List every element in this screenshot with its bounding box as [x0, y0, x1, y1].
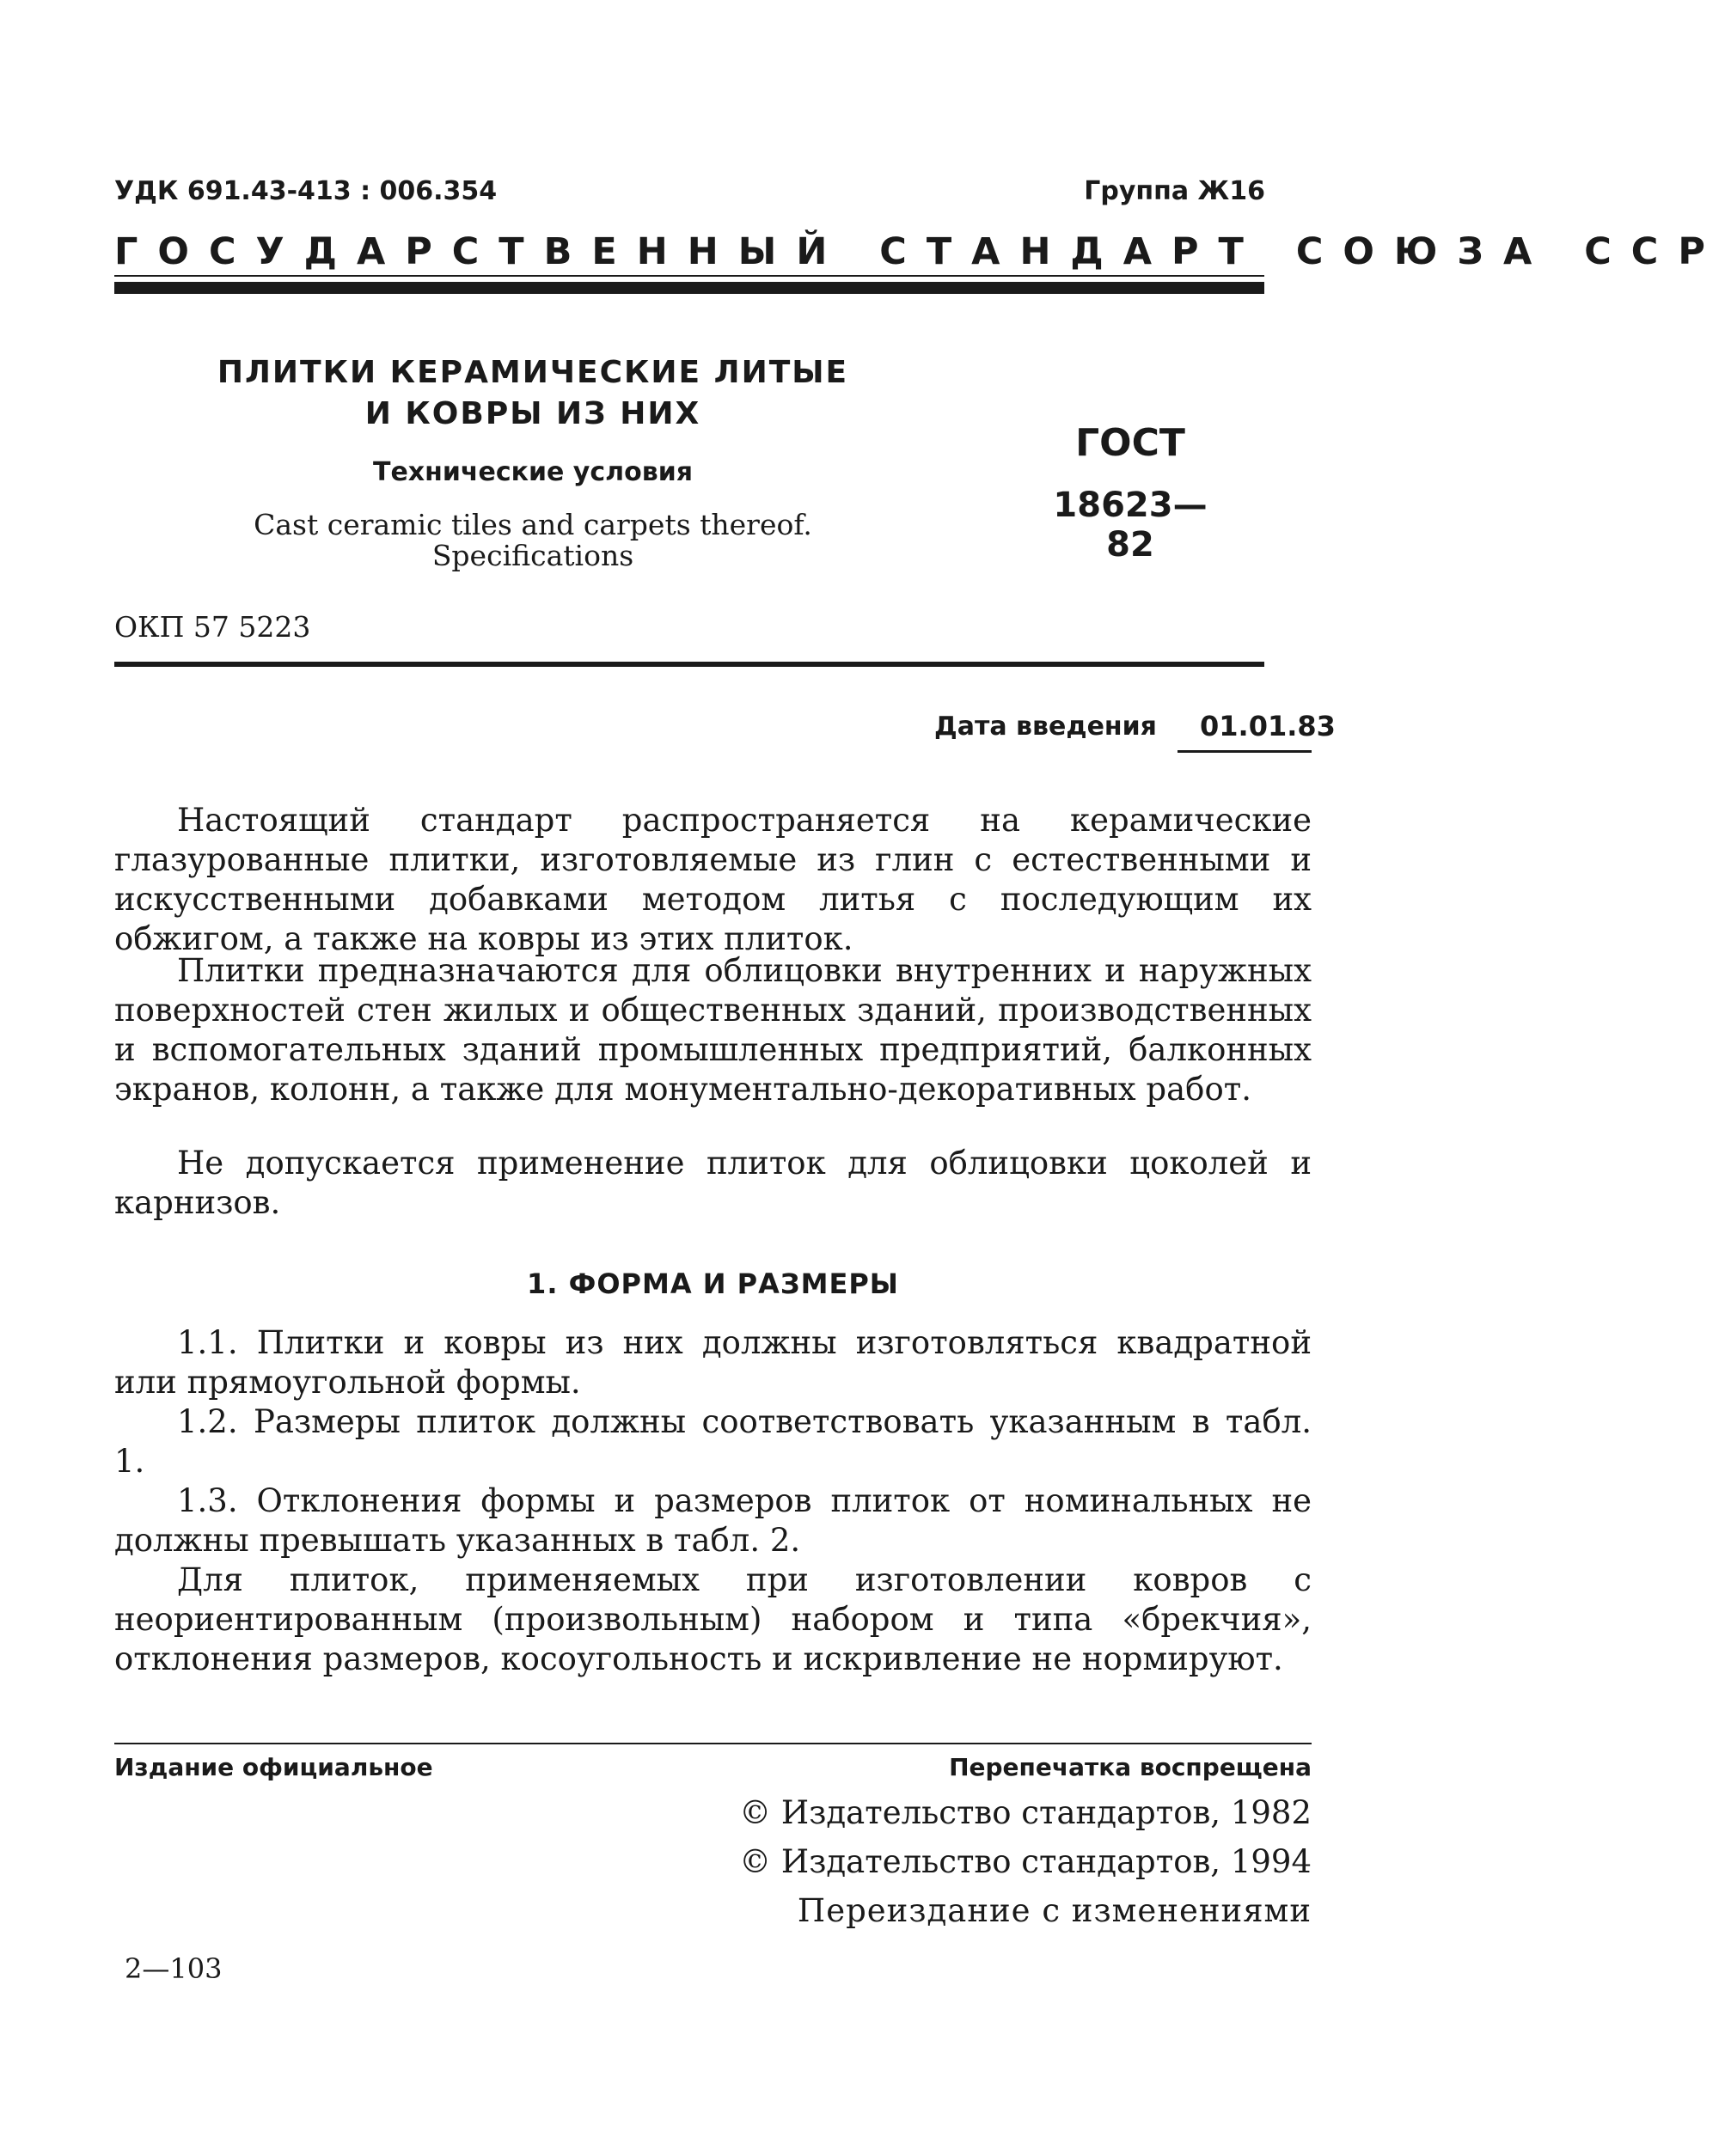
copyright-1982: © Издательство стандартов, 1982: [739, 1794, 1312, 1831]
clause-1-3: 1.3. Отклонения формы и размеров плиток от номинальных не должны превышать указанных в табл. 2.: [114, 1482, 1312, 1559]
title-line-2: И КОВРЫ ИЗ НИХ: [364, 396, 701, 431]
state-standard-heading: ГОСУДАРСТВЕННЫЙ СТАНДАРТ СОЮЗА ССР: [114, 230, 1725, 273]
english-title-line-1: Cast ceramic tiles and carpets thereof.: [254, 508, 812, 541]
title-line-1: ПЛИТКИ КЕРАМИЧЕСКИЕ ЛИТЫЕ: [217, 355, 849, 390]
title-rule: [114, 662, 1264, 667]
intro-paragraph-1: Настоящий стандарт распространяется на керамические глазурованные плитки, изготовляемые из глин с естественными и искусственными добавками методом литья с последующим их обжигом, а также на ковры из этих плиток.: [114, 802, 1312, 957]
okp-code: ОКП 57 5223: [114, 610, 311, 644]
subtitle: Технические условия: [373, 457, 693, 487]
intro-paragraph-3: Не допускается применение плиток для облицовки цоколей и карнизов.: [114, 1145, 1312, 1221]
title-block: [198, 352, 868, 571]
reprint-prohibited-label: Перепечатка воспрещена: [949, 1753, 1312, 1781]
group-code: Группа Ж16: [1084, 176, 1265, 206]
gost-label: ГОСТ: [1075, 421, 1185, 465]
english-title: [198, 510, 868, 571]
udk-code: УДК 691.43-413 : 006.354: [114, 176, 498, 206]
effective-date-label: Дата введения: [934, 712, 1157, 742]
copyright-1994: © Издательство стандартов, 1994: [739, 1843, 1312, 1880]
clause-1-3-note: Для плиток, применяемых при изготовлении ковров с неориентированным (произвольным) набором и типа «брекчия», отклонения размеров, косоугольность и искривление не нормируют.: [114, 1561, 1312, 1677]
gost-number: 18623—82: [1053, 486, 1208, 565]
footer-rule: [114, 1743, 1312, 1744]
clause-1-2: 1.2. Размеры плиток должны соответствовать указанным в табл. 1.: [114, 1403, 1312, 1480]
header-thin-rule: [114, 275, 1264, 277]
english-title-line-2: Specifications: [431, 539, 634, 572]
official-edition-label: Издание официальное: [114, 1753, 433, 1781]
effective-date-underline: [1178, 750, 1312, 753]
section-heading: 1. ФОРМА И РАЗМЕРЫ: [527, 1267, 899, 1300]
header-thick-rule: [114, 282, 1264, 294]
reissue-note: Переиздание с изменениями: [797, 1892, 1312, 1929]
intro-paragraph-2: Плитки предназначаются для облицовки внутренних и наружных поверхностей стен жилых и общественных зданий, производственных и вспомогательных зданий промышленных предприятий, балконных экранов, колонн, а также для монументально-декоративных работ.: [114, 952, 1312, 1108]
effective-date-value: 01.01.83: [1200, 710, 1336, 742]
page-mark: 2—103: [125, 1952, 223, 1985]
clause-1-1: 1.1. Плитки и ковры из них должны изготовляться квадратной или прямоугольной формы.: [114, 1324, 1312, 1401]
